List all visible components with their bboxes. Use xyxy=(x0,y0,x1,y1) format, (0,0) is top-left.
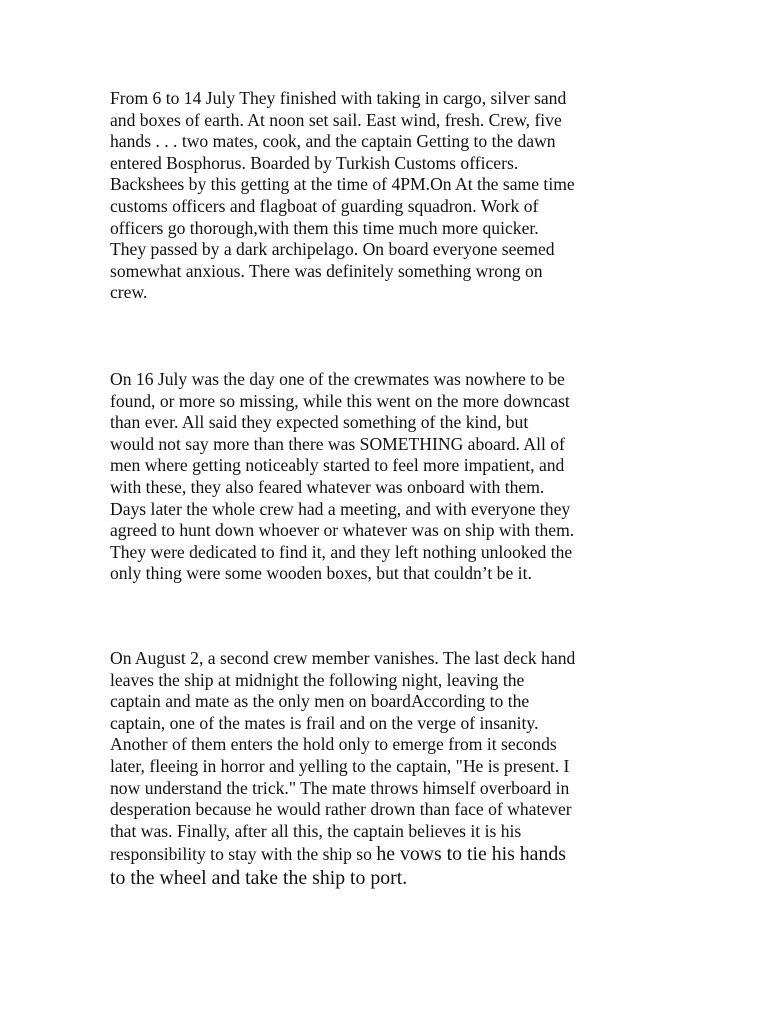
paragraph-1: From 6 to 14 July They finished with taking in cargo, silver sand and boxes of earth. At noon set sail. East wind, fresh. Crew, five hands . . . two mates, cook, and the captain Getting to the dawn entered Bosphorus. Boarded by Turkish Customs officers. Backshees by this getting at the time of 4PM.On At the same time customs officers and flagboat of guarding squadron. Work of officers go thorough,with them this time much more quicker. They passed by a dark archipelago. On board everyone seemed somewhat anxious. There was definitely something wrong on crew. xyxy=(110,88,575,303)
paragraph-2: On 16 July was the day one of the crewmates was nowhere to be found, or more so missing, while this went on the more downcast than ever. All said they expected something of the kind, but would not say more than there was SOMETHING aboard. All of men where getting noticeably started to feel more impatient, and with these, they also feared whatever was onboard with them. Days later the whole crew had a meeting, and with everyone they agreed to hunt down whoever or whatever was on ship with them. They were dedicated to find it, and they left nothing unlooked the only thing were some wooden boxes, but that couldn’t be it. xyxy=(110,369,575,584)
paragraph-3-bigger-tail: he vows to tie his hands to the wheel and take the ship to port. xyxy=(110,843,566,890)
paragraph-3-main-text: On August 2, a second crew member vanishes. The last deck hand leaves the ship at midnight the following night, leaving the captain and mate as the only men on boardAccording to the captain, one of the mates is frail and on the verge of insanity. Another of them enters the hold only to emerge from it seconds later, fleeing in horror and yelling to the captain, "He is present. I now understand the trick." The mate throws himself overboard in desperation because he would rather drown than face of whatever that was. Finally, after all this, the captain believes it is his responsibility to stay with the ship so xyxy=(110,648,576,865)
paragraph-3 xyxy=(110,648,670,890)
